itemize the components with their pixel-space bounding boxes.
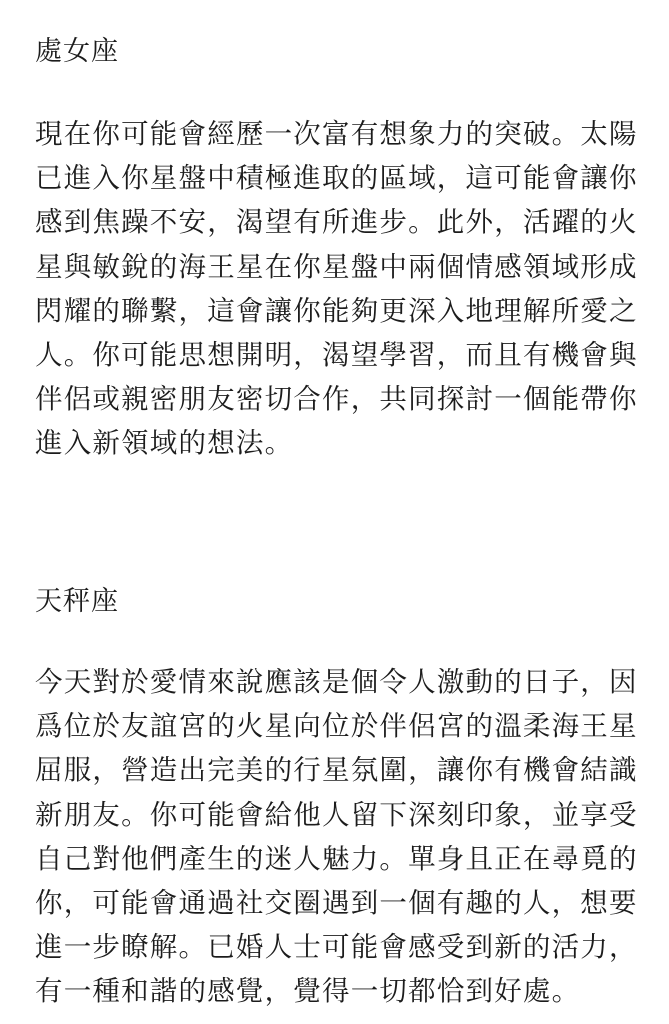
- virgo-heading: 處女座: [35, 36, 119, 67]
- libra-heading: 天秤座: [35, 586, 119, 617]
- libra-paragraph: 今天對於愛情來說應該是個令人激動的日子，因爲位於友誼宮的火星向位於伴侶宮的溫柔海王星屈服，營造出完美的行星氛圍，讓你有機會結識新朋友。你可能會給他人留下深刻印象，並享受自己對他們產生的迷人魅力。單身且正在尋覓的你，可能會通過社交圈遇到一個有趣的人，想要進一步瞭解。已婚人士可能會感受到新的活力，有一種和諧的感覺，覺得一切都恰到好處。: [35, 666, 638, 1008]
- virgo-paragraph: 現在你可能會經歷一次富有想象力的突破。太陽已進入你星盤中積極進取的區域，這可能會讓你感到焦躁不安，渴望有所進步。此外，活躍的火星與敏銳的海王星在你星盤中兩個情感領域形成閃耀的聯繫，這會讓你能夠更深入地理解所愛之人。你可能思想開明，渴望學習，而且有機會與伴侶或親密朋友密切合作，共同探討一個能帶你進入新領域的想法。: [35, 118, 638, 460]
